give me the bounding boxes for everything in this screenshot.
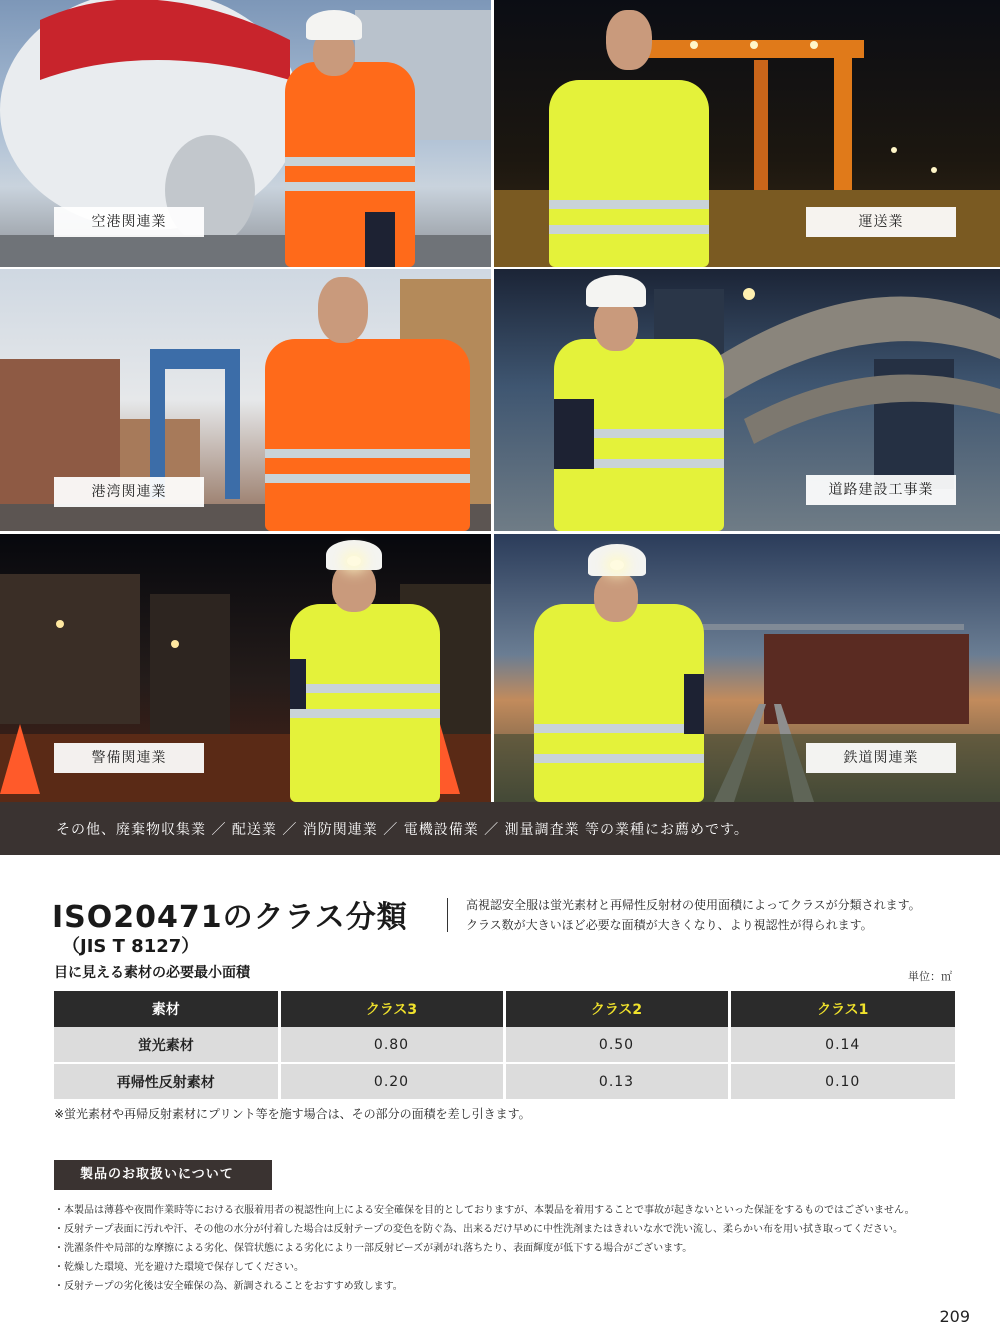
worker-head: [594, 572, 638, 622]
handling-heading: 製品のお取扱いについて: [54, 1160, 272, 1190]
class-table-header-row: [54, 991, 955, 1027]
cell-value: 0.13: [504, 1063, 729, 1099]
unit-label: 単位：㎡: [908, 970, 952, 983]
header-class3: クラス3: [279, 991, 504, 1027]
cell-value: 0.80: [279, 1027, 504, 1063]
list-item: ・反射テープの劣化後は安全確保の為、新調されることをおすすめ致します。: [54, 1281, 403, 1292]
list-item: ・反射テープ表面に汚れや汗、その他の水分が付着した場合は反射テープの変色を防ぐ為、出来るだけ早めに中性洗剤またはきれいな水で洗い流し、柔らかい布を用い拭き取ってください。: [54, 1224, 903, 1235]
helmet-icon: [586, 275, 646, 307]
cell-value: 0.10: [729, 1063, 955, 1099]
iso-description-line2: クラス数が大きいほど必要な面積が大きくなり、より視認性が得られます。: [466, 918, 873, 932]
table-note: ※蛍光素材や再帰反射素材にプリント等を施す場合は、その部分の面積を差し引きます。: [54, 1107, 531, 1121]
orange-jacket: [285, 62, 415, 267]
headlamp-icon: [347, 556, 361, 566]
list-item: ・乾燥した環境、光を避けた環境で保存してください。: [54, 1262, 304, 1273]
worker-head: [606, 10, 652, 70]
row-label-fluorescent: 蛍光素材: [54, 1027, 279, 1063]
yellow-jacket: [554, 339, 724, 531]
orange-jacket: [265, 339, 470, 531]
class-table: [54, 991, 955, 1099]
iso-subtitle: （JIS T 8127）: [62, 936, 200, 957]
row-label-retroreflective: 再帰性反射素材: [54, 1063, 279, 1099]
photo-label-railway: 鉄道関連業: [806, 743, 956, 773]
photo-transport: [494, 0, 1000, 267]
photo-airport: [0, 0, 491, 267]
iso-description: [466, 895, 921, 935]
cell-value: 0.50: [504, 1027, 729, 1063]
list-item: ・洗濯条件や局部的な摩擦による劣化、保管状態による劣化により一部反射ビーズが剥がれ落ちたり、表面輝度が低下する場合がございます。: [54, 1243, 693, 1254]
photo-label-airport: 空港関連業: [54, 207, 204, 237]
industry-band: [0, 802, 1000, 855]
cell-value: 0.20: [279, 1063, 504, 1099]
header-class2: クラス2: [504, 991, 729, 1027]
photo-label-transport: 運送業: [806, 207, 956, 237]
photo-label-port: 港湾関連業: [54, 477, 204, 507]
iso-description-line1: 高視認安全服は蛍光素材と再帰性反射材の使用面積によってクラスが分類されます。: [466, 898, 921, 912]
photo-road: [494, 269, 1000, 531]
yellow-jacket: [549, 80, 709, 267]
worker-head: [318, 277, 368, 343]
photo-railway: [494, 534, 1000, 802]
yellow-coverall: [290, 604, 440, 802]
table-row: [54, 1027, 955, 1063]
photo-label-road: 道路建設工事業: [806, 475, 956, 505]
yellow-jacket: [534, 604, 704, 802]
list-item: ・本製品は薄暮や夜間作業時等における衣服着用者の視認性向上による安全確保を目的としておりますが、本製品を着用することで事故が起きないといった保証をするものではございません。: [54, 1205, 915, 1216]
header-class1: クラス1: [729, 991, 955, 1027]
iso-title: ISO20471のクラス分類: [52, 900, 408, 935]
handling-list: [54, 1201, 915, 1296]
page-number: 209: [939, 1307, 970, 1326]
header-material: 素材: [54, 991, 279, 1027]
industry-band-text: その他、廃棄物収集業 ／ 配送業 ／ 消防関連業 ／ 電機設備業 ／ 測量調査業 等の業種にお薦めです。: [56, 822, 749, 838]
photo-label-security: 警備関連業: [54, 743, 204, 773]
photo-port: [0, 269, 491, 531]
title-divider: [447, 898, 448, 932]
headlamp-icon: [610, 560, 624, 570]
helmet-icon: [306, 10, 362, 40]
photo-security: [0, 534, 491, 802]
table-row: [54, 1063, 955, 1099]
cell-value: 0.14: [729, 1027, 955, 1063]
min-area-heading: 目に見える素材の必要最小面積: [54, 965, 250, 981]
